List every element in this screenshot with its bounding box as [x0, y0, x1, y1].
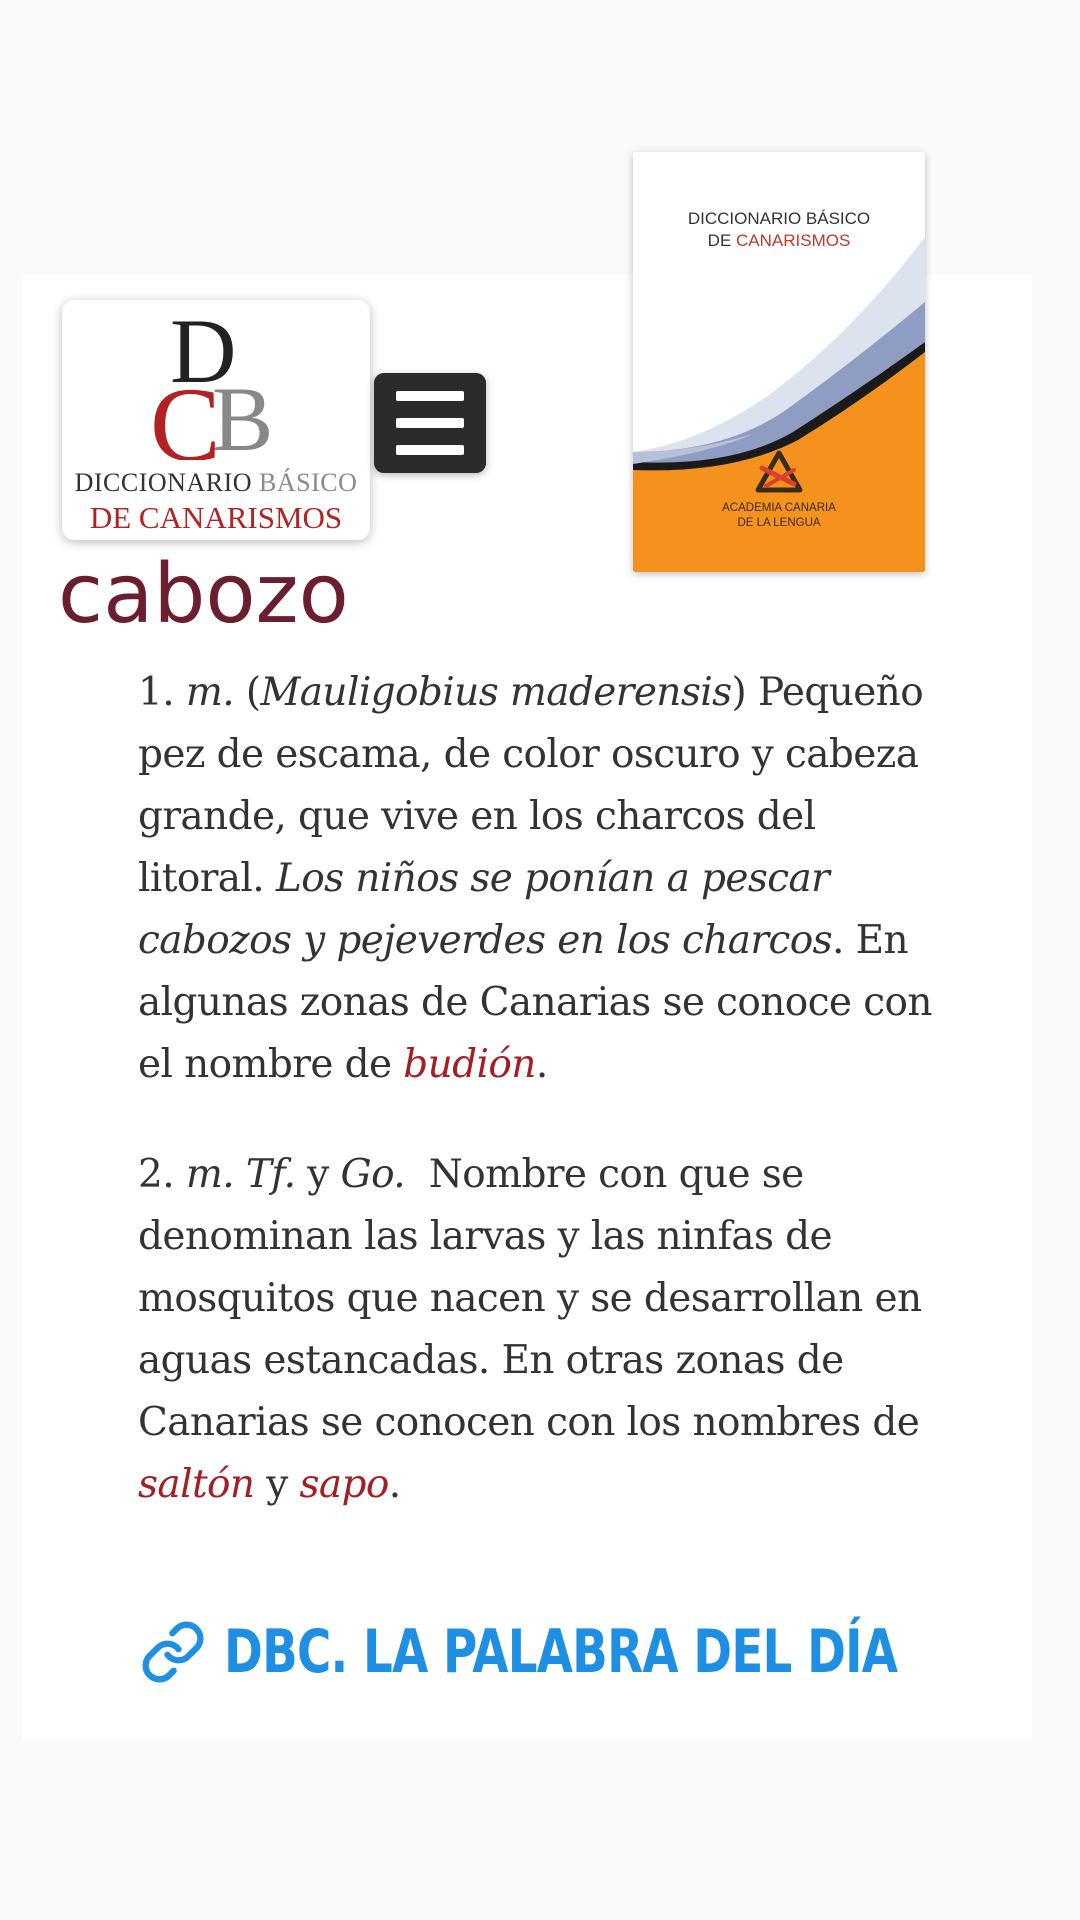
book-publisher-line1: ACADEMIA CANARIA [722, 502, 836, 514]
sense-number: 1. [138, 670, 175, 715]
cross-reference-link[interactable]: saltón [138, 1462, 255, 1507]
definition-1: 1. m. (Mauligobius maderensis) Pequeño pez de escama, de color oscuro y cabeza grande, que vive en los charcos del litoral. Los niños se ponían a pescar cabozos y pejeverdes en los charcos. En algunas zonas de Canarias se conoce con el nombre de budión. [138, 670, 932, 1087]
book-title-line1: DICCIONARIO BÁSICO [687, 209, 871, 228]
logo-word-basico: BÁSICO [259, 468, 358, 497]
menu-button[interactable] [374, 373, 486, 473]
cross-reference-link[interactable]: sapo [299, 1462, 389, 1507]
region-tag: Tf. [245, 1152, 296, 1197]
headword: cabozo [58, 547, 349, 642]
menu-bar [396, 445, 464, 455]
logo-word-diccionario: DICCIONARIO [74, 468, 253, 497]
menu-bar [396, 418, 464, 428]
menu-bar [396, 391, 464, 401]
palabra-del-dia-link[interactable] [140, 1612, 1080, 1692]
usage-example: Los niños se ponían a pescar cabozos y pejeverdes en los charcos [138, 856, 832, 963]
sense-number: 2. [138, 1152, 175, 1197]
link-icon [140, 1619, 206, 1685]
cross-reference-link[interactable]: budión [403, 1042, 536, 1087]
region-conjunction: y [266, 1462, 288, 1507]
book-title-line2 [633, 231, 925, 251]
grammar-category: m. [185, 1152, 235, 1197]
dcb-monogram [62, 310, 370, 460]
definition-text: Nombre con que se denominan las larvas y las ninfas de mosquitos que nacen y se desarrollan en aguas estancadas. En otras zonas de Canarias se conocen con los nombres de [138, 1152, 922, 1445]
book-title-red: CANARISMOS [736, 231, 851, 250]
academia-canaria-logo-icon [754, 450, 804, 496]
book-cover[interactable] [633, 152, 925, 572]
monogram-d: D [170, 310, 237, 402]
logo-line1 [62, 468, 370, 498]
definition-text: Pequeño pez de escama, de color oscuro y cabeza grande, que vive en los charcos del litoral. [138, 670, 924, 901]
definition-2: 2. m. Tf. y Go. Nombre con que se denominan las larvas y las ninfas de mosquitos que nacen y se desarrollan en aguas estancadas. En otras zonas de Canarias se conocen con los nombres de saltón y sapo. [138, 1152, 922, 1507]
grammar-category: m. [185, 670, 235, 715]
definition-note: En algunas zonas de Canarias se conoce con el nombre de [138, 918, 932, 1087]
monogram-b: B [212, 368, 274, 460]
link-label[interactable]: DBC. LA PALABRA DEL DÍA [224, 1617, 898, 1687]
region-tag: Go. [340, 1152, 406, 1197]
monogram-c: C [150, 366, 221, 460]
region-conjunction: y [307, 1152, 329, 1197]
definitions [138, 662, 938, 1516]
dbc-logo[interactable] [62, 300, 370, 540]
book-title-prefix: DE [707, 231, 732, 250]
logo-line2: DE CANARISMOS [89, 500, 343, 535]
book-publisher-line2: DE LA LENGUA [737, 517, 821, 529]
scientific-name: Mauligobius maderensis [260, 670, 732, 715]
